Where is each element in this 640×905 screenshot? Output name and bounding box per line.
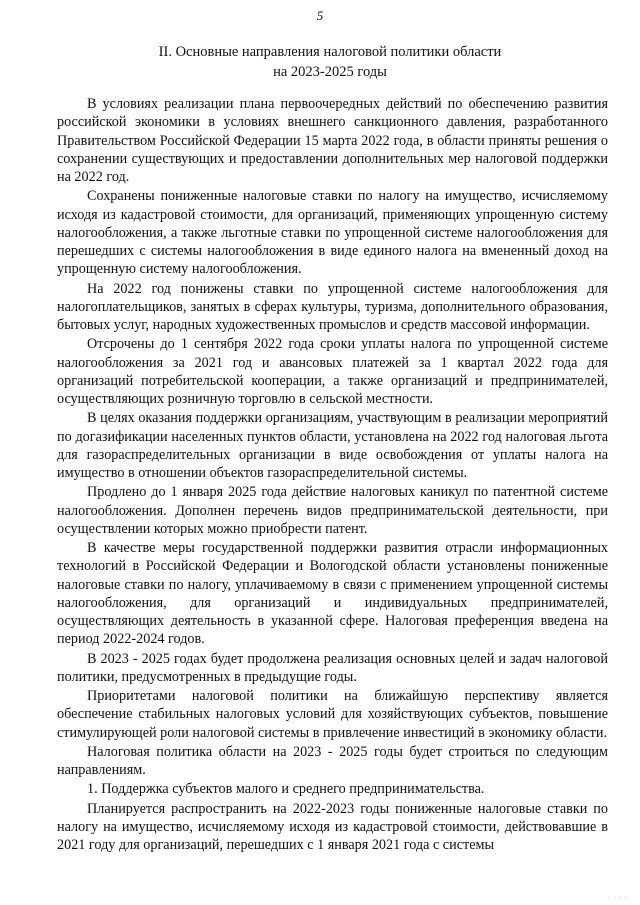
paragraph: Планируется распространить на 2022-2023 годы пониженные налоговые ставки по налогу на имущество, исчисляемому исходя из кадастровой стоимости, действовавшие в 2021 году для организаций, перешедших с 1 января 2021 года с системы — [57, 800, 608, 853]
paragraph: В 2023 - 2025 годах будет продолжена реализация основных целей и задач налоговой политики, предусмотренных в предыдущие годы. — [57, 650, 608, 685]
page-number: 5 — [316, 8, 324, 23]
section-title-line-1: II. Основные направления налоговой политики области — [158, 44, 502, 60]
paragraph: В условиях реализации плана первоочередных действий по обеспечению развития российской экономики в условиях внешнего санкционного давления, разработанного Правительством Российской Федерации 15 марта 2022 года, в области приняты решения о сохранении существующих и предоставлении дополнительных мер налоговой поддержки на 2022 год. — [57, 96, 608, 185]
paragraph: В качестве меры государственной поддержки развития отрасли информационных технологий в Российской Федерации и Вологодской области установлены пониженные налоговые ставки по налогу, уплачиваемому в связи с применением упрощенной системы налогообложения, для организаций и индивидуальных предпринимателей, осуществляющих деятельность в указанной сфере. Налоговая преференция введена на период 2022-2024 годов. — [57, 540, 608, 648]
paragraph: Продлено до 1 января 2025 года действие налоговых каникул по патентной системе налогообложения. Дополнен перечень видов предпринимательской деятельности, при осуществлении которых можно приобрести патент. — [57, 484, 608, 537]
scan-artifact-mark: · · · · — [608, 895, 628, 901]
paragraph: Сохранены пониженные налоговые ставки по налогу на имущество, исчисляемому исходя из кадастровой стоимости, для организаций, применяющих упрощенную систему налогообложения, а также льготные ставки по упрощенной системе налогообложения для перешедших с системы налогообложения в виде единого налога на вмененный доход на упрощенную систему налогообложения. — [57, 188, 608, 278]
paragraph: В целях оказания поддержки организациям, участвующим в реализации мероприятий по догазификации населенных пунктов области, установлена на 2022 год налоговая льгота для газораспределительных организации в виде освобождения от уплаты налога на имущество в отношении объектов газораспределительной системы. — [57, 410, 608, 481]
paragraph: Приоритетами налоговой политики на ближайшую перспективу является обеспечение стабильных налоговых условий для хозяйствующих субъектов, повышение стимулирующей роли налоговой системы в привлечение инвестиций в экономику области. — [57, 688, 608, 741]
paragraph: Отсрочены до 1 сентября 2022 года сроки уплаты налога по упрощенной системе налогообложения за 2021 год и авансовых платежей за 1 квартал 2022 года для организаций потребительской кооперации, а также организаций и предпринимателей, осуществляющих розничную торговлю в сельской местности. — [57, 336, 608, 407]
document-body — [57, 95, 608, 855]
paragraph: На 2022 год понижены ставки по упрощенной системе налогообложения для налогоплательщиков, занятых в сферах культуры, туризма, дополнительного образования, бытовых услуг, народных художественных промыслов и средств массовой информации. — [57, 280, 608, 333]
paragraph: 1. Поддержка субъектов малого и среднего предпринимательства. — [87, 781, 485, 798]
paragraph: Налоговая политика области на 2023 - 2025 годы будет строиться по следующим направлениям. — [57, 743, 608, 778]
section-heading — [40, 42, 620, 82]
section-title-line-2: на 2023-2025 годы — [273, 64, 387, 80]
